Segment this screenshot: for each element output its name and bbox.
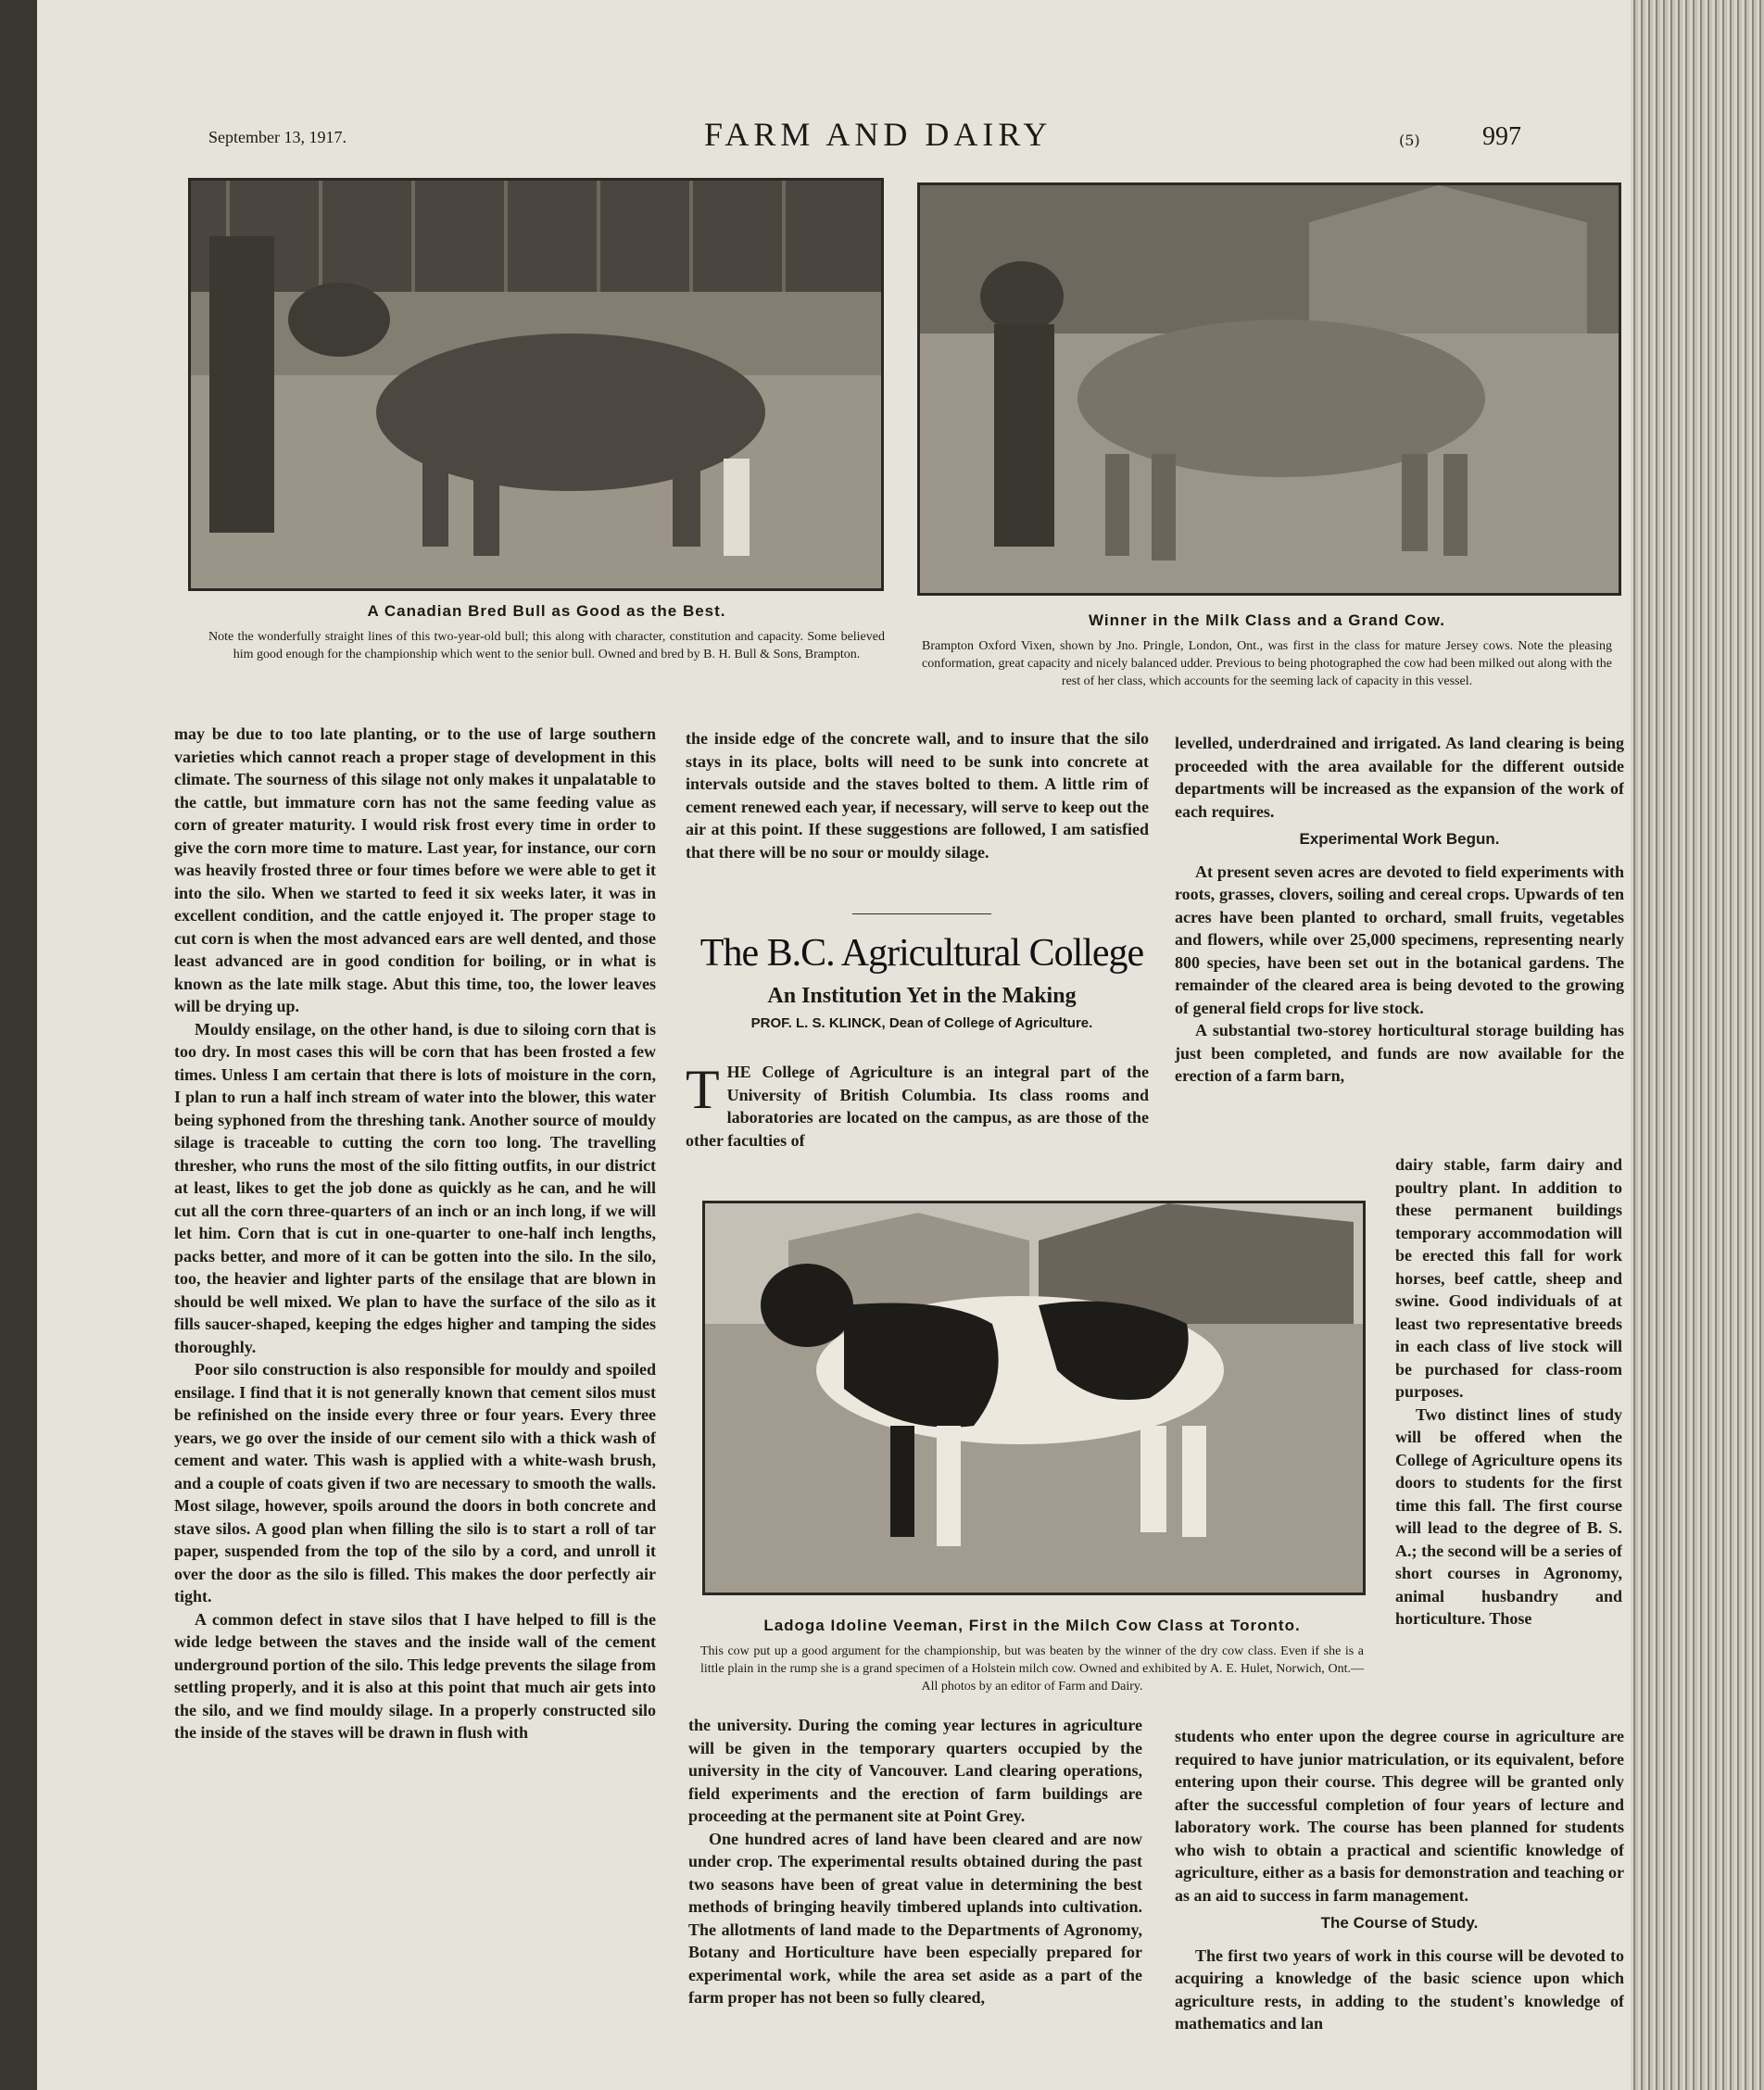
newspaper-page xyxy=(37,0,1631,2090)
holstein-caption-title: Ladoga Idoline Veeman, First in the Milch Cow Class at Toronto. xyxy=(763,1617,1301,1634)
bull-caption-title: A Canadian Bred Bull as Good as the Best. xyxy=(367,602,726,620)
right-narrow-paragraph-2: Two distinct lines of study will be offered when the College of Agriculture opens its doors to students for the first time this fall. The first course will lead to the degree of B. S. A.; the second will be a series of short courses in Agronomy, animal husbandry and horticulture. Those xyxy=(1395,1404,1622,1628)
right-narrow-column xyxy=(1395,1153,1622,1719)
article-title: The B.C. Agricultural College xyxy=(699,932,1144,975)
article-intro-paragraph xyxy=(686,1061,1149,1152)
middle-bottom-paragraph-1: the university. During the coming year lectures in agriculture will be given in the temporary quarters occupied by the university in the city of Vancouver. Land clearing operations, field experiments and the erection of farm buildings are proceeding at the permanent site at Point Grey. xyxy=(688,1716,1142,1825)
right-paragraph-3: A substantial two-storey horticultural storage building has just been completed, and funds are now available for the erection of a farm barn, xyxy=(1175,1021,1624,1085)
page-number: 997 xyxy=(1482,122,1521,151)
article-author: PROF. L. S. KLINCK, Dean of College of Agriculture. xyxy=(750,1015,1093,1031)
right-bottom-paragraph-1: students who enter upon the degree course in agriculture are required to have junior matriculation, or its equivalent, before entering upon their course. This degree will be granted only after the successful completion of four years of lecture and laboratory work. The course has been planned for students who wish to obtain a practical and scientific knowledge of agriculture, either as a basis for demonstration and teaching or as an aid to success in farm management. xyxy=(1175,1727,1624,1905)
drop-cap: T xyxy=(686,1061,720,1120)
holstein-caption xyxy=(700,1617,1364,1695)
page-header xyxy=(37,109,1631,165)
holstein-photo xyxy=(702,1201,1366,1595)
jersey-caption-title: Winner in the Milk Class and a Grand Cow. xyxy=(1089,611,1445,629)
left-paragraph-2: Mouldy ensilage, on the other hand, is due to siloing corn that is too dry. In most cases this will be corn that has been frosted a few times. Unless I am certain that there is lots of moisture in the corn, I plan to run a half inch stream of water into the blower, this water being syphoned from the threshing tank. Another source of mouldy silage is traceable to cutting the corn too long. The travelling thresher, who runs the most of the silo fitting outfits, in our district at least, likes to get the job done as quickly as he can, and he will cut all the corn three-quarters of an inch or an inch long, if we will let him. Corn that is cut in one-quarter to one-half inch lengths, packs better, and more of it can be gotten into the silo. In the silo, too, the heavier and lighter parts of the ensilage that are blown in should be well mixed. We plan to have the surface of the silo as it fills saucer-shaped, keeping the edges higher and tamping the sides thoroughly. xyxy=(174,1019,656,1356)
issue-date: September 13, 1917. xyxy=(208,128,346,146)
middle-top-paragraph: the inside edge of the concrete wall, and to insure that the silo stays in its place, bolts will need to be sunk into concrete at intervals outside and the staves bolted to them. A little rim of cement renewed each year, if necessary, will serve to keep out the air at this point. If these suggestions are followed, I am satisfied that there will be no sour or mouldy silage. xyxy=(686,729,1149,862)
right-column-top xyxy=(1175,732,1624,1149)
masthead-title: FARM AND DAIRY xyxy=(704,116,1052,153)
right-column-bottom xyxy=(1175,1725,1624,2089)
middle-column-bottom xyxy=(688,1714,1142,2089)
book-page-edges xyxy=(1631,0,1764,2090)
subhead-course: The Course of Study. xyxy=(1320,1914,1479,1932)
jersey-caption xyxy=(922,611,1612,690)
holstein-caption-body: This cow put up a good argument for the championship, but was beaten by the winner of the dry cow class. Even if she is a little plain in the rump she is a grand specimen of a Holstein milch cow. Owned and exhibited by A. E. Hulet, Norwich, Ont.—All photos by an editor of Farm and Dairy. xyxy=(700,1644,1364,1693)
left-paragraph-3: Poor silo construction is also responsible for mouldy and spoiled ensilage. I find that it is not generally known that cement silos must be refinished on the inside every three or four years. Every three years, we go over the inside of our cement silo with a thick wash of cement and water. This wash is applied with a white-wash brush, and a couple of coats given if two are necessary to smooth the walls. Most silage, however, spoils around the doors in both concrete and stave silos. A good plan when filling the silo is to start a roll of tar paper, suspended from the top of the silo by a cord, and unroll it over the door as the silo is filled. This makes the door perfectly air tight. xyxy=(174,1360,656,1605)
middle-column-top xyxy=(686,727,1149,903)
jersey-caption-body: Brampton Oxford Vixen, shown by Jno. Pringle, London, Ont., was first in the class for mature Jersey cows. Note the pleasing conformation, great capacity and nicely balanced udder. Previous to being photographed the cow had been milked out along with the rest of her class, which accounts for the seeming lack of capacity in this vessel. xyxy=(922,639,1612,688)
left-paragraph-4: A common defect in stave silos that I have helped to fill is the wide ledge between the staves and the inside wall of the cement underground portion of the silo. This ledge prevents the silage from settling properly, and it is also at this point that much air gets into the silo, and we find mouldy silage. In a properly constructed silo the inside of the staves will be drawn in flush with xyxy=(174,1609,656,1742)
bull-caption-body: Note the wonderfully straight lines of this two-year-old bull; this along with character, constitution and capacity. Some believed him good enough for the championship which went to the senior bull. Owned and bred by B. H. Bull & Sons, Brampton. xyxy=(208,630,885,661)
left-column xyxy=(174,723,656,2084)
article-subtitle: An Institution Yet in the Making xyxy=(767,984,1077,1008)
subhead-experimental: Experimental Work Begun. xyxy=(1299,830,1500,848)
right-paragraph-2: At present seven acres are devoted to field experiments with roots, grasses, clovers, soiling and cereal crops. Upwards of ten acres have been planted to orchard, small fruits, vegetables and flowers, while over 25,000 specimens, representing nearly 800 species, have been set out in the botanical gardens. The remainder of the cleared area is being devoted to the growing of general field crops for live stock. xyxy=(1175,862,1624,1017)
issue-marker: (5) xyxy=(1399,132,1420,149)
intro-text: HE College of Agriculture is an integral part of the University of British Columbia. Its class rooms and laboratories are located on the campus, as are those of the other faculties of xyxy=(686,1063,1149,1150)
right-bottom-paragraph-2: The first two years of work in this course will be devoted to acquiring a knowledge of the basic science upon which agriculture rests, in adding to the student's knowledge of mathematics and lan xyxy=(1175,1945,1624,2033)
section-divider xyxy=(852,913,991,914)
right-paragraph-1: levelled, underdrained and irrigated. As land clearing is being proceeded with the area available for the different outside departments will be increased as the expansion of the work of each requires. xyxy=(1175,734,1624,821)
middle-bottom-paragraph-2: One hundred acres of land have been cleared and are now under crop. The experimental results obtained during the past two seasons have been of great value in determining the best methods of bringing heavily timbered uplands into cultivation. The allotments of land made to the Departments of Agronomy, Botany and Horticulture have been especially prepared for experimental work, while the area set aside as a part of the farm proper has not been so fully cleared, xyxy=(688,1829,1142,2007)
right-narrow-paragraph-1: dairy stable, farm dairy and poultry plant. In addition to these permanent buildings temporary accommodation will be erected this fall for work horses, beef cattle, sheep and swine. Good individuals of at least two representative breeds in each class of live stock will be purchased for class-room purposes. xyxy=(1395,1155,1622,1401)
bull-photo xyxy=(188,178,884,591)
jersey-photo xyxy=(917,183,1621,596)
article-intro xyxy=(686,1061,1149,1153)
bull-caption xyxy=(208,602,885,663)
left-paragraph-1: may be due to too late planting, or to the use of large southern varieties which cannot reach a proper stage of development in this climate. The sourness of this silage not only makes it unpalatable to the cattle, but immature corn has not the same feeding value as corn of greater maturity. I would risk frost every time in order to give the corn more time to mature. Last year, for instance, our corn was heavily frosted three or four times before we were able to get it into the silo. When we started to feed it six weeks later, it was in excellent condition, and the cattle enjoyed it. The proper stage to cut corn is when the most advanced ears are well dented, and those least advanced are in good condition for boiling, or in what is known as the late milk stage. Abut this time, too, the lower leaves will be drying up. xyxy=(174,724,656,1015)
